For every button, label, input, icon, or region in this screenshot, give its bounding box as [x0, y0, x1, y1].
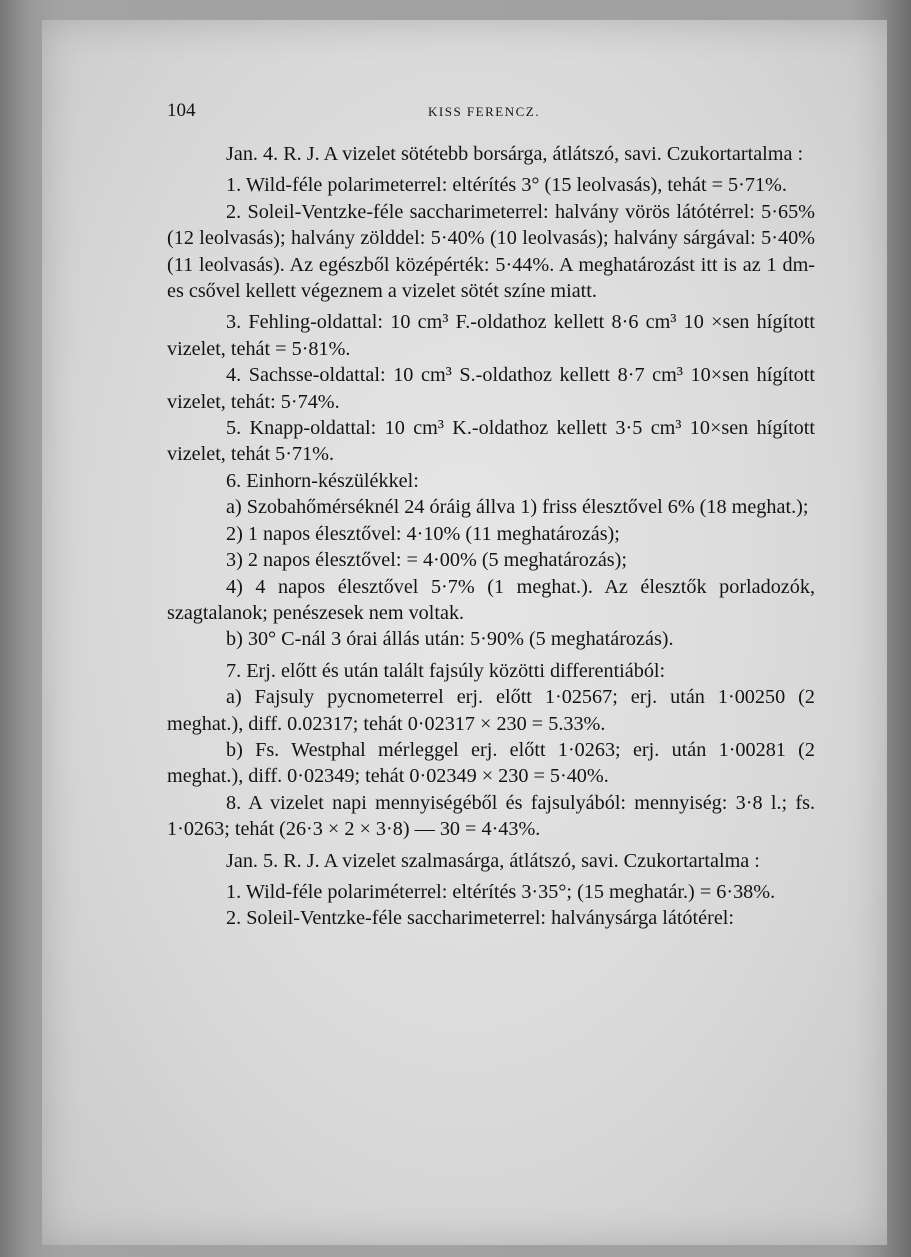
paragraph-pycnometer: a) Fajsuly pycnometerrel erj. előtt 1·02567; erj. után 1·00250 (2 meghat.), diff. 0.02317; tehát 0·02317 × 230 = 5.33%.: [167, 686, 815, 735]
paragraph-jan5-wild: 1. Wild-féle polariméterrel: eltérítés 3·35°; (15 meghatár.) = 6·38%.: [226, 880, 776, 903]
page-number: 104: [167, 100, 196, 121]
paragraph-einhorn-a: a) Szobahőmérséknél 24 óráig állva 1) friss élesztővel 6% (18 meghat.);: [226, 496, 809, 519]
paragraph-einhorn-b: b) 30° C-nál 3 órai állás után: 5·90% (5 meghatározás).: [226, 628, 674, 651]
paragraph-daily-quantity: 8. A vizelet napi mennyiségéből és fajsulyából: mennyiség: 3·8 l.; fs. 1·0263; tehát (26·3 × 2 × 3·8) — 30 = 4·43%.: [167, 791, 815, 841]
paragraph-westphal: b) Fs. Westphal mérleggel erj. előtt 1·0263; erj. után 1·00281 (2 meghat.), diff. 0·02349; tehát 0·02349 × 230 = 5·40%.: [167, 738, 815, 788]
paragraph-einhorn-heading: 6. Einhorn-készülékkel:: [226, 469, 419, 492]
paragraph-knapp: 5. Knapp-oldattal: 10 cm³ K.-oldathoz kellett 3·5 cm³ 10×sen hígított vizelet, tehát 5·71%.: [167, 417, 815, 466]
paragraph-jan5-intro: Jan. 5. R. J. A vizelet szalmasárga, átlátszó, savi. Czukortartalma :: [226, 849, 760, 872]
paragraph-fehling: 3. Fehling-oldattal: 10 cm³ F.-oldathoz kellett 8·6 cm³ 10 ×sen hígított vizelet, tehát = 5·81%.: [167, 311, 815, 360]
paragraph-jan4-intro: Jan. 4. R. J. A vizelet sötétebb borsárga, átlátszó, savi. Czukortartalma :: [226, 143, 804, 165]
paragraph-einhorn-a4: 4) 4 napos élesztővel 5·7% (1 meghat.). Az élesztők porladozók, szagtalanok; penészesek nem voltak.: [167, 575, 815, 624]
paragraph-sachsse: 4. Sachsse-oldattal: 10 cm³ S.-oldathoz kellett 8·7 cm³ 10×sen hígított vizelet, tehát: 5·74%.: [167, 364, 815, 413]
paragraph-jan5-soleil: 2. Soleil-Ventzke-féle saccharimeterrel: halványsárga látótérel:: [226, 907, 734, 930]
paragraph-specific-gravity-heading: 7. Erj. előtt és után talált fajsúly közötti differentiából:: [226, 659, 666, 682]
paragraph-soleil-ventzke: 2. Soleil-Ventzke-féle saccharimeterrel: halvány vörös látótérrel: 5·65% (12 leolvasás); halvány zölddel: 5·40% (10 leolvasás); halvány sárgával: 5·40% (11 leolvasás). Az egészből középérték: 5·44%. A meghatározást itt is az 1 dm-es csővel kellett végeznem a vizelet sötét színe miatt.: [167, 200, 815, 303]
paragraph-einhorn-a3: 3) 2 napos élesztővel: = 4·00% (5 meghatározás);: [226, 549, 627, 572]
paragraph-wild-polarimeter: 1. Wild-féle polarimeterrel: eltérítés 3° (15 leolvasás), tehát = 5·71%.: [226, 174, 787, 197]
paragraph-einhorn-a2: 2) 1 napos élesztővel: 4·10% (11 meghatározás);: [226, 522, 620, 545]
page-header: [0, 100, 911, 124]
running-head: KISS FERENCZ.: [428, 104, 540, 119]
body-text: [167, 141, 815, 932]
